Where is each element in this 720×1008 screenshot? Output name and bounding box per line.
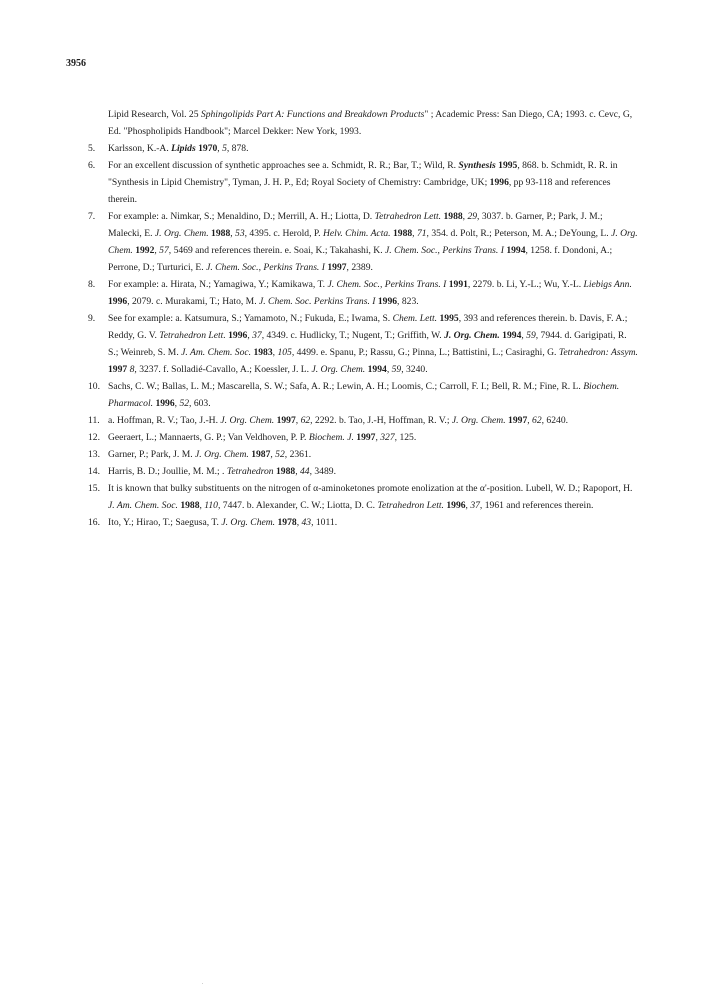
reference-number: 16.	[88, 517, 100, 528]
reference-segment: J. Chem. Soc., Perkins Trans. I	[206, 262, 325, 273]
reference-number: 12.	[88, 432, 100, 443]
reference-segment: 44	[299, 466, 310, 477]
reference-segment: , 354. d. Polt, R.; Peterson, M. A.; DeYoung, L.	[426, 228, 612, 239]
reference-segment: 1983	[253, 347, 273, 358]
reference-segment: Tetrahedron Lett.	[377, 500, 444, 511]
reference-segment: 1997	[108, 364, 128, 375]
reference-item	[90, 480, 638, 514]
reference-segment: ,	[296, 517, 302, 528]
reference-number: 15.	[88, 483, 100, 494]
reference-item	[90, 429, 638, 446]
reference-segment: , 6240.	[541, 415, 569, 426]
reference-item	[90, 157, 638, 208]
reference-segment: Ito, Y.; Hirao, T.; Saegusa, T.	[108, 517, 222, 528]
reference-segment: 62	[532, 415, 542, 426]
reference-segment: Tetrahedron Lett.	[374, 211, 442, 222]
reference-segment: , 5469 and references therein. e. Soai, K.; Takahashi, K.	[168, 245, 386, 256]
reference-segment: J. Org. Chem.	[451, 415, 506, 426]
reference-segment: ,	[295, 466, 300, 477]
reference-segment: 59	[391, 364, 402, 375]
reference-segment: 62	[300, 415, 311, 426]
reference-segment: 52	[179, 398, 190, 409]
reference-segment: Tetrahedron: Assym.	[558, 347, 638, 358]
reference-segment: For example: a. Nimkar, S.; Menaldino, D.; Merrill, A. H.; Liotta, D.	[108, 211, 375, 222]
reference-segment: It is known that bulky substituents on the nitrogen of α-aminoketones promote enolization at the α'-position. Lubell, W. D.; Rapoport, H.	[108, 483, 633, 494]
reference-number: 10.	[88, 381, 100, 392]
reference-segment: J. Org. Chem.	[444, 330, 500, 341]
reference-segment: , 7944. d. Garigipati, R. S.; Weinreb, S. M.	[108, 330, 627, 358]
reference-segment: ,	[527, 415, 533, 426]
reference-segment: 110	[204, 500, 218, 511]
reference-segment: , 2079. c. Murakami, T.; Hato, M.	[127, 296, 259, 307]
reference-item	[90, 463, 638, 480]
reference-segment: 1991	[448, 279, 468, 290]
reference-segment: Liebigs Ann.	[583, 279, 632, 290]
reference-number: 6.	[88, 160, 96, 171]
reference-segment: , 3237. f. Solladié-Cavallo, A.; Koessler, J. L.	[134, 364, 312, 375]
reference-segment: Biochem. J.	[308, 432, 354, 443]
reference-segment: J. Chem. Soc., Perkins Trans. I	[327, 279, 447, 290]
reference-segment: Harris, B. D.; Joullie, M. M.; .	[108, 466, 227, 477]
reference-segment: 1988	[392, 228, 413, 239]
reference-segment: 1996	[446, 500, 466, 511]
reference-segment: , pp 93-118 and references therein.	[108, 177, 611, 205]
reference-segment: 1994	[367, 364, 387, 375]
reference-number: 14.	[88, 466, 100, 477]
reference-segment: , 3240.	[401, 364, 428, 375]
reference-segment: J. Am. Chem. Soc.	[108, 500, 178, 511]
reference-segment: , 2292. b. Tao, J.-H, Hoffman, R. V.;	[310, 415, 452, 426]
reference-segment: , 2389.	[346, 262, 373, 273]
reference-segment: Geeraert, L.; Mannaerts, G. P.; Van Veldhoven, P. P.	[108, 432, 309, 443]
scan-speck	[202, 983, 203, 984]
reference-segment: 1994	[506, 245, 526, 256]
reference-segment: 5	[222, 143, 227, 154]
reference-segment: ,	[386, 364, 392, 375]
reference-segment: Karlsson, K.-A.	[108, 143, 172, 154]
reference-segment: ,	[295, 415, 301, 426]
reference-segment: For an excellent discussion of synthetic approaches see a. Schmidt, R. R.; Bar, T.; Wild, R.	[108, 160, 459, 171]
reference-segment: 1988	[211, 228, 231, 239]
reference-segment: 1978	[277, 517, 297, 528]
reference-segment: 1988	[443, 211, 463, 222]
reference-segment: J. Org. Chem.	[154, 228, 209, 239]
reference-segment: , 2279. b. Li, Y.-L.; Wu, Y.-L.	[467, 279, 584, 290]
reference-segment: Lipids	[171, 143, 196, 154]
reference-segment: 1992	[135, 245, 155, 256]
reference-segment: 53	[235, 228, 245, 239]
reference-segment: 1988	[180, 500, 200, 511]
reference-segment: 1996	[489, 177, 509, 188]
reference-segment: Sachs, C. W.; Ballas, L. M.; Mascarella, S. W.; Safa, A. R.; Lewin, A. H.; Loomis, C.; Carroll, F. I.; Bell, R. M.; Fine, R. L.	[108, 381, 584, 392]
reference-segment: ,	[230, 228, 236, 239]
reference-segment: , 1961 and references therein.	[479, 500, 594, 511]
reference-text	[108, 208, 638, 276]
reference-number: 8.	[88, 279, 96, 290]
reference-segment: 105	[277, 347, 292, 358]
reference-segment: 59	[526, 330, 536, 341]
reference-segment: J. Org. Chem.	[108, 228, 638, 256]
reference-segment: ,	[154, 245, 160, 256]
reference-segment: , 4349. c. Hudlicky, T.; Nugent, T.; Griffith, W.	[261, 330, 445, 341]
reference-item	[90, 378, 638, 412]
reference-segment: ,	[412, 228, 417, 239]
reference-segment: 1996	[108, 296, 128, 307]
reference-segment: 1997	[327, 262, 347, 273]
reference-segment: , 823.	[397, 296, 419, 307]
reference-segment: ,	[521, 330, 527, 341]
reference-segment: Biochem. Pharmacol.	[108, 381, 620, 409]
reference-text	[108, 106, 638, 140]
reference-segment: 327	[380, 432, 395, 443]
reference-segment: 57	[159, 245, 169, 256]
reference-segment: , 3037. b. Garner, P.; Park, J. M.; Malecki, E.	[108, 211, 603, 239]
reference-segment: J. Chem. Soc., Perkins Trans. I	[385, 245, 504, 256]
reference-item	[90, 514, 638, 531]
reference-text	[108, 446, 638, 463]
reference-text	[108, 514, 638, 531]
reference-segment: ,	[375, 432, 381, 443]
reference-segment: 1997	[356, 432, 376, 443]
reference-text	[108, 412, 638, 429]
reference-segment: 1997	[276, 415, 296, 426]
page-number: 3956	[66, 58, 86, 69]
reference-text	[108, 480, 638, 514]
reference-segment: a. Hoffman, R. V.; Tao, J.-H.	[108, 415, 221, 426]
reference-segment: ,	[462, 211, 468, 222]
reference-segment: Lipid Research, Vol. 25	[108, 109, 201, 120]
reference-segment: Tetrahedron Lett.	[159, 330, 226, 341]
reference-segment: Chem. Lett.	[392, 313, 438, 324]
reference-segment: 8	[129, 364, 135, 375]
reference-continuation	[90, 106, 638, 140]
reference-item	[90, 140, 638, 157]
reference-segment: 43	[301, 517, 312, 528]
reference-segment: , 125.	[394, 432, 417, 443]
reference-text	[108, 157, 638, 208]
reference-list	[90, 106, 638, 531]
reference-segment: 1994	[502, 330, 522, 341]
reference-number: 13.	[88, 449, 100, 460]
reference-text	[108, 140, 638, 157]
reference-segment: ,	[174, 398, 180, 409]
reference-segment: See for example: a. Katsumura, S.; Yamamoto, N.; Fukuda, E.; Iwama, S.	[108, 313, 393, 324]
reference-item	[90, 208, 638, 276]
reference-segment: 71	[416, 228, 427, 239]
reference-text	[108, 429, 638, 446]
reference-number: 9.	[88, 313, 96, 324]
reference-segment: ,	[199, 500, 205, 511]
reference-segment: 1995	[439, 313, 459, 324]
reference-segment: ,	[247, 330, 253, 341]
reference-segment: , 7447. b. Alexander, C. W.; Liotta, D. C.	[217, 500, 378, 511]
reference-segment: For example: a. Hirata, N.; Yamagiwa, Y.; Kamikawa, T.	[108, 279, 328, 290]
reference-segment: Helv. Chim. Acta.	[322, 228, 391, 239]
reference-segment: Tetrahedron	[226, 466, 274, 477]
reference-segment: 1996	[377, 296, 398, 307]
reference-segment: , 868. b. Schmidt, R. R. in "Synthesis in Lipid Chemistry", Tyman, J. H. P., Ed; Royal Society of Chemistry: Cambridge, UK;	[108, 160, 618, 188]
reference-segment: ,	[270, 449, 276, 460]
reference-number: 11.	[88, 415, 100, 426]
reference-segment: J. Am. Chem. Soc.	[181, 347, 252, 358]
reference-segment: Sphingolipids Part A: Functions and Breakdown Products	[200, 109, 425, 120]
reference-segment: J. Chem. Soc. Perkins Trans. I	[259, 296, 376, 307]
reference-segment: ,	[217, 143, 223, 154]
reference-segment: J. Org. Chem.	[220, 415, 275, 426]
reference-segment: , 4395. c. Herold, P.	[244, 228, 323, 239]
reference-segment: " ; Academic Press: San Diego, CA; 1993. c. Cevc, G, Ed. "Phospholipids Handbook"; Marcel Dekker: New York, 1993.	[108, 109, 633, 137]
reference-number: 7.	[88, 211, 96, 222]
reference-segment: 52	[275, 449, 285, 460]
reference-segment: , 2361.	[284, 449, 312, 460]
reference-segment: , 1258. f. Dondoni, A.; Perrone, D.; Turturici, E.	[108, 245, 613, 273]
reference-segment: 29	[467, 211, 478, 222]
reference-segment: ,	[272, 347, 278, 358]
reference-segment: , 3489.	[309, 466, 336, 477]
reference-segment: 1997	[508, 415, 528, 426]
reference-segment: Synthesis	[458, 160, 496, 171]
reference-text	[108, 276, 638, 310]
reference-segment: J. Org. Chem.	[221, 517, 276, 528]
reference-segment: , 878.	[226, 143, 249, 154]
reference-segment: , 393 and references therein. b. Davis, F. A.; Reddy, G. V.	[108, 313, 628, 341]
reference-item	[90, 310, 638, 378]
reference-item	[90, 446, 638, 463]
reference-item	[90, 412, 638, 429]
reference-segment: , 4499. e. Spanu, P.; Rassu, G.; Pinna, L.; Battistini, L.; Casiraghi, G.	[291, 347, 559, 358]
reference-segment: 1996	[228, 330, 248, 341]
reference-segment: 1996	[155, 398, 175, 409]
reference-segment: ,	[465, 500, 471, 511]
reference-segment: 1987	[251, 449, 271, 460]
reference-text	[108, 378, 638, 412]
reference-text	[108, 310, 638, 378]
reference-text	[108, 463, 638, 480]
reference-segment: 1970	[198, 143, 218, 154]
reference-segment: J. Org. Chem.	[311, 364, 366, 375]
reference-segment: 37	[470, 500, 480, 511]
reference-number: 5.	[88, 143, 96, 154]
reference-segment: J. Org. Chem.	[195, 449, 249, 460]
reference-segment: 37	[252, 330, 262, 341]
reference-item	[90, 276, 638, 310]
reference-segment: 1988	[276, 466, 296, 477]
reference-segment: 1995	[498, 160, 518, 171]
reference-segment: , 1011.	[311, 517, 338, 528]
reference-segment: , 603.	[189, 398, 211, 409]
reference-segment: Garner, P.; Park, J. M.	[108, 449, 196, 460]
